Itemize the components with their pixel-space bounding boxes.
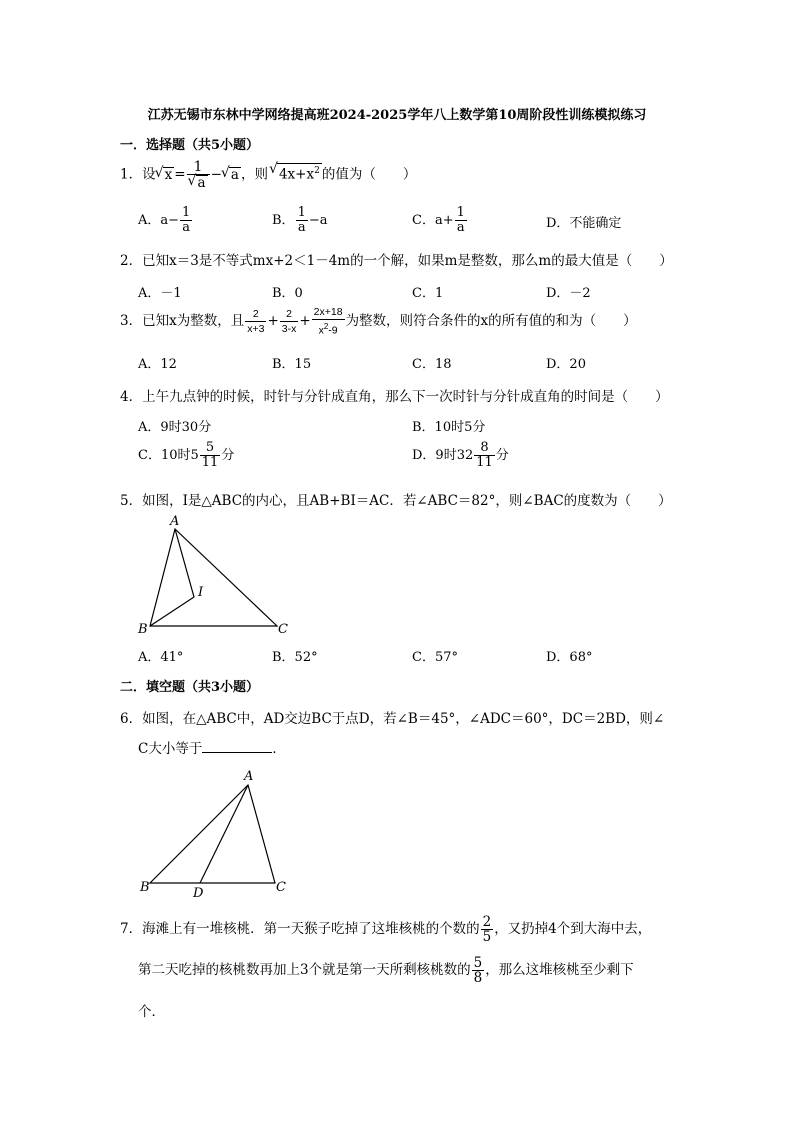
triangle-abc — [150, 529, 277, 626]
q3-option-a[interactable]: A．12 — [138, 357, 177, 372]
page-title: 江苏无锡市东林中学网络提高班2024-2025学年八上数学第10周阶段性训练模拟练习 — [147, 108, 647, 123]
label-d: D — [193, 886, 204, 900]
q1-option-a[interactable]: A．a− $\frac{1}{a}$ — [138, 205, 191, 235]
q2-option-c[interactable]: C．1 — [412, 286, 444, 301]
question-6-line2: C大小等于 ． — [138, 741, 286, 757]
q5-option-d[interactable]: D．68° — [546, 650, 593, 665]
question-6-line1: 6．如图，在△ABC中，AD交边BC于点D，若∠B＝45°，∠ADC＝60°，DC＝2BD，则∠ — [120, 711, 665, 727]
q4-option-d[interactable]: D．9时32 $\frac{8}{11}$ 分 — [412, 440, 509, 470]
q3-option-c[interactable]: C．18 — [412, 357, 452, 372]
answer-blank[interactable] — [202, 740, 272, 753]
q4-option-a[interactable]: A．9时30分 — [138, 420, 212, 435]
q3-option-d[interactable]: D．20 — [546, 357, 586, 372]
question-7-line3: 个． — [138, 1004, 165, 1020]
triangle-figure-q6 — [130, 765, 300, 900]
question-1: 1．设√ x = 1 √ a −√ a ，则√ $4x+x^2$ 的值为（ ） — [120, 160, 416, 190]
label-a: A — [170, 514, 180, 529]
label-a: A — [244, 769, 254, 784]
q4-option-c[interactable]: C．10时5 $\frac{5}{11}$ 分 — [138, 440, 235, 470]
q1-option-c[interactable]: C．a+ $\frac{1}{a}$ — [412, 205, 465, 235]
q2-option-b[interactable]: B．0 — [272, 286, 303, 301]
section-fill-heading: 二．填空题（共3小题） — [120, 680, 260, 695]
label-c: C — [276, 880, 286, 895]
label-b: B — [140, 880, 150, 895]
q2-option-d[interactable]: D．－2 — [546, 286, 591, 301]
question-7-line2: 第二天吃掉的核桃数再加上3个就是第一天所剩核桃数的 $\frac{5}{8}$ ，那么这堆核桃至少剩下 — [138, 955, 634, 986]
label-i: I — [198, 585, 204, 600]
label-b: B — [138, 622, 148, 637]
triangle-abc — [150, 785, 275, 883]
q5-option-b[interactable]: B．52° — [272, 650, 318, 665]
question-5: 5．如图，I是△ABC的内心，且AB+BI＝AC．若∠ABC＝82°，则∠BAC的度数为（ ） — [120, 493, 672, 509]
q1-option-d[interactable]: D．不能确定 — [546, 216, 622, 231]
triangle-figure-q5 — [130, 510, 300, 640]
question-3: 3．已知x为整数，且 $\frac{2}{x+3}$ + $\frac{2}{3-x}$ + $\frac{2x+18}{x^2-9}$ 为整数，则符合条件的x的所有值的和为（ ） — [120, 306, 637, 337]
q2-option-a[interactable]: A．－1 — [138, 286, 182, 301]
segment-ad — [200, 785, 248, 883]
q5-option-c[interactable]: C．57° — [412, 650, 458, 665]
section-choice-heading: 一．选择题（共5小题） — [120, 138, 260, 153]
question-4: 4．上午九点钟的时候，时针与分针成直角，那么下一次时针与分针成直角的时间是（ ） — [120, 389, 669, 405]
label-c: C — [278, 622, 288, 637]
incenter-lines — [150, 529, 194, 626]
q1-option-b[interactable]: B． $\frac{1}{a}$ −a — [272, 205, 328, 235]
question-7-line1: 7．海滩上有一堆核桃．第一天猴子吃掉了这堆核桃的个数的 $\frac{2}{5}$ ，又扔掉4个到大海中去， — [120, 914, 652, 945]
q4-option-b[interactable]: B．10时5分 — [412, 420, 486, 435]
q5-option-a[interactable]: A．41° — [138, 650, 184, 665]
question-2: 2．已知x＝3是不等式mx+2＜1－4m的一个解，如果m是整数，那么m的最大值是（ ） — [120, 253, 673, 269]
q3-option-b[interactable]: B．15 — [272, 357, 312, 372]
